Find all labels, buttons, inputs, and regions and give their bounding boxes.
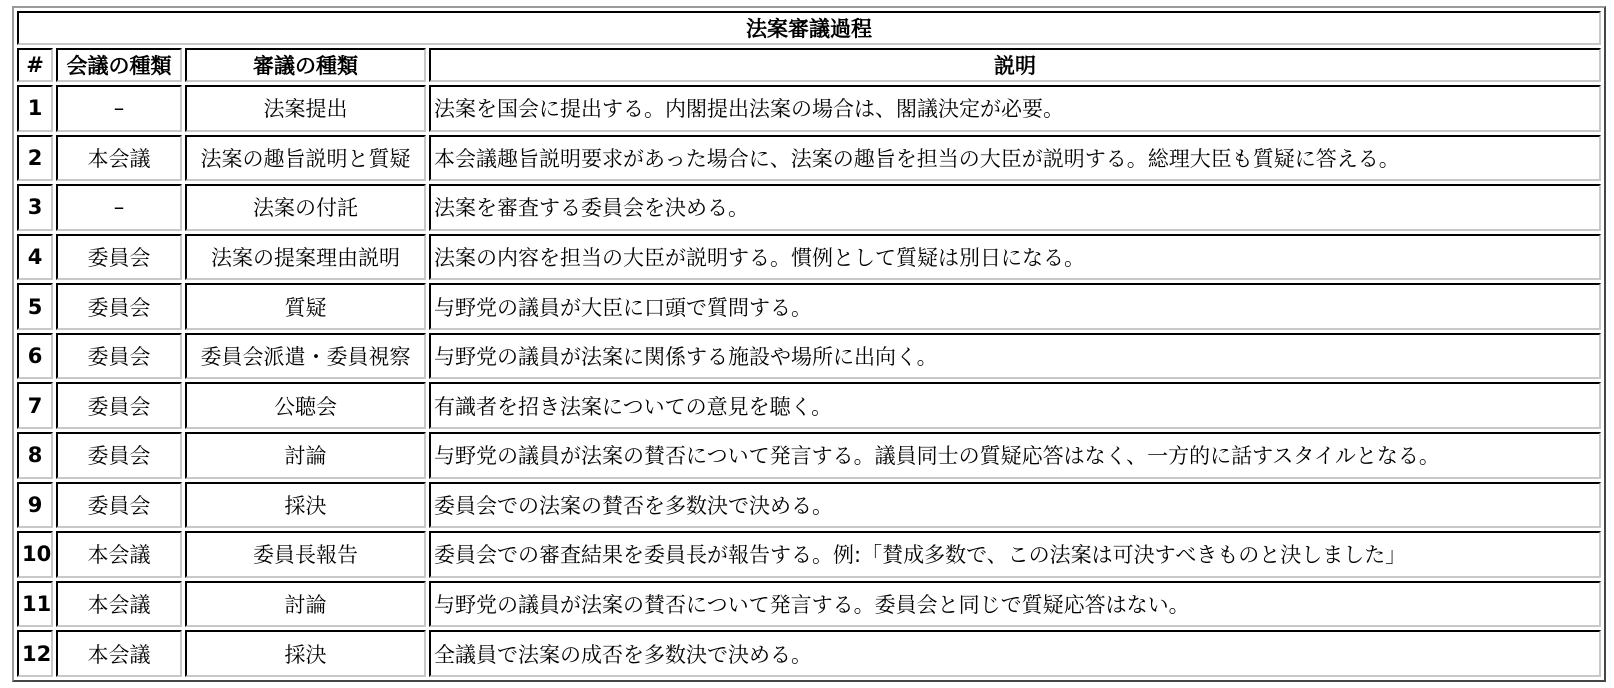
row-description: 委員会での法案の賛否を多数決で決める。	[429, 482, 1601, 529]
row-number: 11	[17, 581, 53, 628]
header-deliberation-type: 審議の種類	[185, 48, 426, 82]
row-meeting-type: 本会議	[56, 135, 182, 182]
row-description: 本会議趣旨説明要求があった場合に、法案の趣旨を担当の大臣が説明する。総理大臣も質疑に答える。	[429, 135, 1601, 182]
row-deliberation-type: 質疑	[185, 283, 426, 330]
row-description: 有識者を招き法案についての意見を聴く。	[429, 382, 1601, 429]
row-deliberation-type: 採決	[185, 630, 426, 677]
table-row	[17, 432, 1601, 479]
row-meeting-type: 本会議	[56, 581, 182, 628]
row-number: 6	[17, 333, 53, 380]
table-row	[17, 283, 1601, 330]
row-meeting-type: 委員会	[56, 382, 182, 429]
row-deliberation-type: 委員会派遣・委員視察	[185, 333, 426, 380]
row-deliberation-type: 法案提出	[185, 85, 426, 132]
row-number: 5	[17, 283, 53, 330]
row-meeting-type: 委員会	[56, 234, 182, 281]
row-deliberation-type: 討論	[185, 581, 426, 628]
table-row	[17, 184, 1601, 231]
row-deliberation-type: 法案の付託	[185, 184, 426, 231]
row-description: 全議員で法案の成否を多数決で決める。	[429, 630, 1601, 677]
row-number: 12	[17, 630, 53, 677]
row-deliberation-type: 法案の提案理由説明	[185, 234, 426, 281]
row-meeting-type: 委員会	[56, 482, 182, 529]
table-row	[17, 135, 1601, 182]
table-row	[17, 85, 1601, 132]
header-meeting-type: 会議の種類	[56, 48, 182, 82]
row-meeting-type: –	[56, 85, 182, 132]
row-number: 7	[17, 382, 53, 429]
row-description: 与野党の議員が大臣に口頭で質問する。	[429, 283, 1601, 330]
row-description: 法案を審査する委員会を決める。	[429, 184, 1601, 231]
row-number: 8	[17, 432, 53, 479]
table-row	[17, 234, 1601, 281]
row-meeting-type: 委員会	[56, 283, 182, 330]
row-description: 与野党の議員が法案の賛否について発言する。委員会と同じで質疑応答はない。	[429, 581, 1601, 628]
header-number: #	[17, 48, 53, 82]
row-number: 10	[17, 531, 53, 578]
row-number: 4	[17, 234, 53, 281]
row-deliberation-type: 法案の趣旨説明と質疑	[185, 135, 426, 182]
row-meeting-type: 委員会	[56, 333, 182, 380]
row-deliberation-type: 委員長報告	[185, 531, 426, 578]
header-description: 説明	[429, 48, 1601, 82]
table-row	[17, 531, 1601, 578]
row-description: 与野党の議員が法案の賛否について発言する。議員同士の質疑応答はなく、一方的に話すスタイルとなる。	[429, 432, 1601, 479]
row-description: 委員会での審査結果を委員長が報告する。例:「賛成多数で、この法案は可決すべきものと決しました」	[429, 531, 1601, 578]
row-meeting-type: –	[56, 184, 182, 231]
table-title: 法案審議過程	[17, 11, 1601, 45]
table-row	[17, 333, 1601, 380]
table-row	[17, 581, 1601, 628]
row-number: 9	[17, 482, 53, 529]
row-meeting-type: 本会議	[56, 630, 182, 677]
table-header-row	[17, 48, 1601, 82]
table-row	[17, 482, 1601, 529]
row-description: 与野党の議員が法案に関係する施設や場所に出向く。	[429, 333, 1601, 380]
row-meeting-type: 委員会	[56, 432, 182, 479]
row-deliberation-type: 討論	[185, 432, 426, 479]
bill-deliberation-table	[12, 6, 1606, 682]
row-number: 1	[17, 85, 53, 132]
table-row	[17, 382, 1601, 429]
row-description: 法案を国会に提出する。内閣提出法案の場合は、閣議決定が必要。	[429, 85, 1601, 132]
row-meeting-type: 本会議	[56, 531, 182, 578]
row-description: 法案の内容を担当の大臣が説明する。慣例として質疑は別日になる。	[429, 234, 1601, 281]
row-number: 3	[17, 184, 53, 231]
table-title-row	[17, 11, 1601, 45]
row-number: 2	[17, 135, 53, 182]
row-deliberation-type: 公聴会	[185, 382, 426, 429]
row-deliberation-type: 採決	[185, 482, 426, 529]
table-row	[17, 630, 1601, 677]
